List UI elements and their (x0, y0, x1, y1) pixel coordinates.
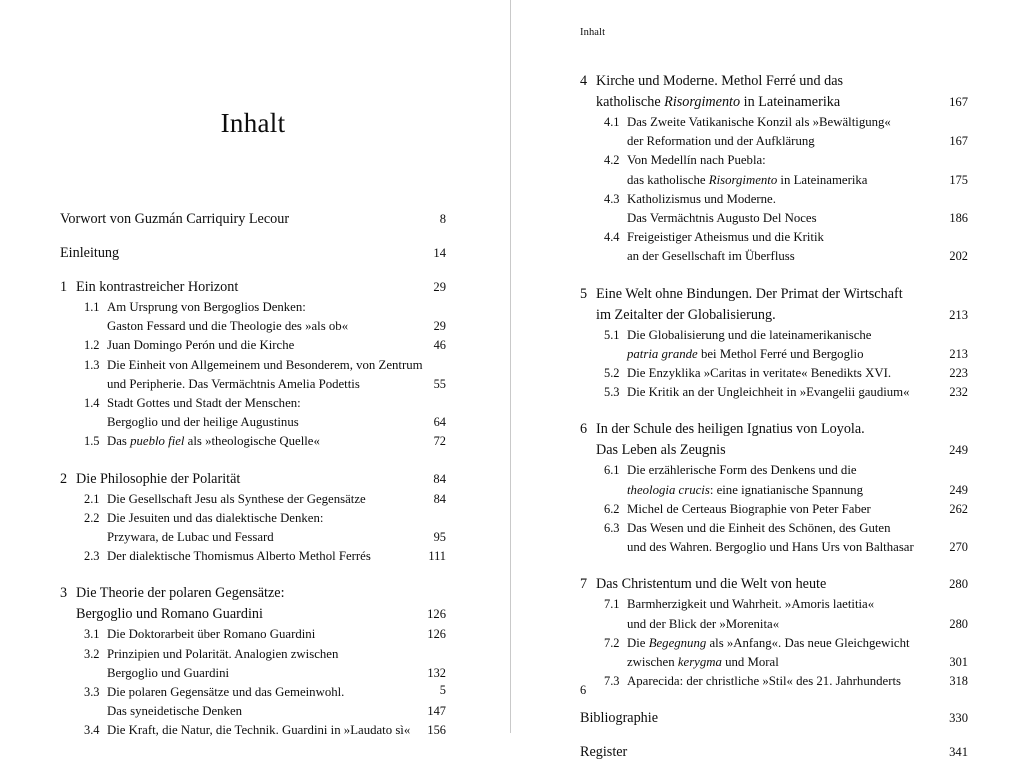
folio-left: 5 (439, 683, 446, 697)
toc-entry-sub[interactable] (580, 672, 968, 691)
toc-entry-page-number: 280 (949, 616, 968, 631)
toc-entry-title-line: Die Philosophie der Polarität (76, 470, 241, 487)
toc-entry-title-line: Am Ursprung von Bergoglios Denken: (107, 300, 306, 314)
toc-entry-title-line: Das pueblo fiel als »theologische Quelle« (107, 434, 320, 449)
toc-entry-page-number: 126 (427, 627, 446, 642)
toc-spacer (60, 566, 446, 583)
toc-entry-title-line: Der dialektische Thomismus Alberto Methol Ferrés (107, 549, 371, 564)
toc-entry-title-line: Prinzipien und Polarität. Analogien zwischen (107, 646, 339, 661)
toc-entry-title-line: Die Begegnung als »Anfang«. Das neue Gleichgewicht (627, 635, 910, 650)
toc-entry-number: 5.1 (604, 327, 620, 342)
toc-entry-page-number: 8 (439, 212, 446, 226)
toc-entry-title-line: Katholizismus und Moderne. (627, 191, 776, 206)
toc-entry-sub[interactable] (60, 298, 446, 336)
toc-entry-sub[interactable] (580, 634, 968, 672)
toc-entry-number: 4.2 (604, 153, 620, 168)
toc-entry-chapter[interactable] (580, 284, 968, 326)
toc-entry-page-number: 232 (949, 385, 968, 400)
toc-spacer (60, 230, 446, 243)
toc-entry-title-line: das katholische Risorgimento in Lateinamerika (627, 172, 868, 187)
toc-entry-title-line: Die Einheit von Allgemeinem und Besonderem, von Zentrum (107, 357, 423, 372)
toc-entry-number: 7.3 (604, 674, 620, 689)
toc-entry-number: 4 (580, 73, 588, 89)
toc-entry-title-line: zwischen kerygma und Moral (627, 655, 779, 670)
toc-entry-title-line: Die polaren Gegensätze und das Gemeinwohl. (107, 685, 345, 700)
toc-entry-title-line: Die erzählerische Form des Denkens und die (627, 463, 857, 478)
toc-entry-page-number: 223 (949, 366, 968, 381)
toc-entry-title (107, 298, 412, 336)
toc-spacer (60, 264, 446, 277)
toc-entry-chapter[interactable] (580, 419, 968, 461)
toc-entry-sub[interactable] (60, 645, 446, 683)
toc-entry-page-number: 249 (949, 482, 968, 497)
toc-entry-title-line: und der Blick der »Morenita« (627, 616, 780, 631)
toc-entry-title (580, 742, 934, 763)
toc-entry-title (107, 547, 412, 566)
toc-entry-sub[interactable] (580, 113, 968, 151)
toc-spacer (580, 729, 968, 742)
toc-entry-title-line: und des Wahren. Bergoglio und Hans Urs von Balthasar (627, 540, 914, 555)
toc-entry-number: 5.2 (604, 366, 620, 381)
toc-entry-page-number: 262 (949, 501, 968, 516)
toc-entry-number: 3.2 (84, 646, 100, 661)
toc-entry-number: 1.1 (84, 300, 100, 314)
toc-list-left (60, 139, 446, 741)
toc-entry-title-line: katholische Risorgimento in Lateinamerika (596, 94, 841, 110)
toc-entry-number: 1.3 (84, 357, 100, 372)
toc-entry-page-number: 147 (427, 704, 446, 719)
toc-entry-sub[interactable] (60, 625, 446, 644)
toc-entry-page-number: 341 (949, 745, 968, 760)
toc-entry-number: 7.2 (604, 635, 620, 650)
running-header: Inhalt (580, 27, 606, 38)
toc-entry-title (627, 500, 934, 519)
toc-entry-sub[interactable] (60, 683, 446, 721)
toc-entry-title-line: theologia crucis: eine ignatianische Spannung (627, 482, 863, 497)
toc-entry-number: 2.1 (84, 491, 100, 506)
toc-entry-number: 3.4 (84, 723, 100, 738)
toc-spacer (580, 267, 968, 284)
toc-entry-page-number: 330 (949, 711, 968, 726)
toc-entry-title-line: Bibliographie (580, 710, 659, 727)
toc-entry-title (627, 228, 934, 266)
toc-entry-page-number: 167 (949, 134, 968, 149)
toc-entry-number: 1.5 (84, 434, 100, 449)
toc-entry-title-line: Die Enzyklika »Caritas in veritate« Benedikts XVI. (627, 366, 892, 381)
toc-entry-title-line: Stadt Gottes und Stadt der Menschen: (107, 396, 301, 411)
toc-entry-page-number: 175 (949, 172, 968, 187)
toc-entry-title-line: Die Gesellschaft Jesu als Synthese der Gegensätze (107, 491, 366, 506)
toc-entry-title (596, 284, 934, 326)
toc-entry-sub[interactable] (60, 509, 446, 547)
toc-entry-page-number: 72 (433, 434, 446, 449)
toc-entry-title-line: In der Schule des heiligen Ignatius von Loyola. (596, 421, 865, 438)
toc-entry-sub[interactable] (580, 383, 968, 402)
toc-entry-title (107, 336, 412, 355)
toc-entry-title (627, 326, 934, 364)
toc-entry-sub[interactable] (60, 490, 446, 509)
toc-spacer (60, 452, 446, 469)
toc-entry-title (627, 634, 934, 672)
toc-entry-number: 6.3 (604, 521, 620, 536)
toc-entry-title-line: im Zeitalter der Globalisierung. (596, 306, 776, 323)
toc-entry-title-line: Das syneidetische Denken (107, 704, 243, 719)
toc-entry-title-line: Die Jesuiten und das dialektische Denken: (107, 510, 324, 525)
toc-entry-page-number: 132 (427, 665, 446, 680)
toc-entry-title (76, 277, 412, 298)
toc-entry-page-number: 301 (949, 655, 968, 670)
toc-entry-front[interactable] (60, 243, 446, 264)
toc-entry-page-number: 156 (427, 723, 446, 738)
toc-entry-page-number: 95 (433, 530, 446, 545)
toc-entry-title (627, 190, 934, 228)
toc-entry-page-number: 46 (433, 338, 446, 353)
toc-entry-front[interactable] (580, 742, 968, 763)
toc-entry-sub[interactable] (580, 190, 968, 228)
toc-entry-title-line: Das Zweite Vatikanische Konzil als »Bewältigung« (627, 115, 891, 129)
toc-entry-sub[interactable] (60, 336, 446, 355)
toc-entry-title-line: der Reformation und der Aufklärung (627, 134, 815, 149)
toc-entry-title-line: Michel de Certeaus Biographie von Peter Faber (627, 501, 871, 516)
toc-entry-page-number: 84 (433, 471, 446, 486)
toc-entry-chapter[interactable] (60, 469, 446, 490)
toc-entry-title-line: Ein kontrastreicher Horizont (76, 279, 239, 295)
toc-entry-title (580, 708, 934, 729)
toc-entry-number: 2 (60, 470, 68, 487)
toc-entry-title (107, 394, 412, 432)
toc-entry-sub[interactable] (580, 364, 968, 383)
toc-entry-number: 3 (60, 585, 68, 602)
toc-entry-title-line: Freigeistiger Atheismus und die Kritik (627, 230, 824, 245)
toc-entry-number: 7.1 (604, 597, 620, 612)
toc-entry-title (107, 683, 412, 721)
toc-entry-title-line: Bergoglio und Guardini (107, 665, 230, 680)
right-page (510, 0, 1020, 761)
toc-entry-title (60, 209, 412, 230)
toc-entry-title-line: Die Theorie der polaren Gegensätze: (76, 585, 285, 602)
toc-entry-page-number: 14 (433, 246, 446, 260)
toc-entry-page-number: 202 (949, 249, 968, 264)
toc-entry-page-number: 280 (949, 577, 968, 592)
toc-entry-title (596, 71, 934, 113)
toc-entry-number: 5 (580, 285, 588, 302)
toc-entry-number: 7 (580, 576, 588, 593)
toc-entry-title (107, 721, 412, 740)
toc-entry-page-number: 213 (949, 346, 968, 361)
toc-entry-page-number: 318 (949, 674, 968, 689)
toc-entry-page-number: 167 (949, 95, 968, 109)
toc-entry-title (627, 364, 934, 383)
toc-entry-page-number: 29 (433, 280, 446, 294)
toc-entry-title (627, 519, 934, 557)
toc-entry-sub[interactable] (580, 519, 968, 557)
toc-entry-sub[interactable] (580, 595, 968, 633)
toc-entry-title (107, 509, 412, 547)
toc-entry-page-number: 270 (949, 540, 968, 555)
toc-entry-number: 4.4 (604, 230, 620, 245)
toc-entry-title (107, 356, 423, 394)
toc-entry-number: 4.1 (604, 115, 620, 129)
toc-entry-chapter[interactable] (60, 277, 446, 298)
toc-entry-sub[interactable] (60, 721, 446, 740)
toc-entry-page-number: 186 (949, 211, 968, 225)
toc-entry-title-line: Von Medellín nach Puebla: (627, 153, 766, 168)
toc-entry-page-number: 55 (433, 376, 446, 391)
toc-entry-title (627, 151, 934, 189)
toc-entry-title-line: patria grande bei Methol Ferré und Bergoglio (627, 346, 864, 361)
toc-entry-title (596, 574, 934, 595)
toc-entry-title (596, 419, 934, 461)
toc-entry-sub[interactable] (60, 394, 446, 432)
toc-entry-title-line: Juan Domingo Perón und die Kirche (107, 338, 295, 353)
toc-entry-number: 3.3 (84, 685, 100, 700)
toc-entry-number: 3.1 (84, 627, 100, 642)
toc-entry-title-line: Das Leben als Zeugnis (596, 442, 726, 459)
left-page (0, 0, 510, 738)
toc-entry-page-number: 111 (428, 549, 446, 564)
toc-entry-number: 6 (580, 421, 588, 438)
toc-entry-title (627, 113, 934, 151)
toc-entry-front[interactable] (60, 209, 446, 230)
toc-entry-title-line: und Peripherie. Das Vermächtnis Amelia Podettis (107, 376, 360, 391)
toc-entry-chapter[interactable] (580, 574, 968, 595)
folio-right: 6 (580, 683, 587, 697)
toc-entry-number: 2.3 (84, 549, 100, 564)
toc-entry-page-number: 64 (433, 415, 446, 430)
toc-entry-title-line: Die Globalisierung und die lateinamerikanische (627, 327, 872, 342)
toc-entry-title-line: an der Gesellschaft im Überfluss (627, 249, 795, 264)
toc-entry-number: 5.3 (604, 385, 620, 400)
toc-entry-title-line: Die Kraft, die Natur, die Technik. Guardini in »Laudato sì« (107, 723, 411, 738)
toc-entry-title (107, 645, 412, 683)
toc-entry-title (627, 672, 934, 691)
toc-entry-title-line: Przywara, de Lubac und Fessard (107, 530, 274, 545)
toc-entry-title (107, 490, 412, 509)
toc-entry-title-line: Bergoglio und Romano Guardini (76, 606, 263, 623)
toc-entry-title (627, 595, 934, 633)
toc-list-right (580, 38, 968, 763)
toc-entry-number: 6.2 (604, 501, 620, 516)
toc-entry-sub[interactable] (60, 432, 446, 451)
toc-entry-title (76, 469, 412, 490)
toc-entry-number: 4.3 (604, 191, 620, 206)
toc-entry-sub[interactable] (580, 326, 968, 364)
toc-entry-title-line: Vorwort von Guzmán Carriquiry Lecour (60, 211, 290, 227)
toc-entry-title (107, 625, 412, 644)
toc-entry-title-line: Einleitung (60, 245, 120, 261)
toc-entry-title (627, 383, 934, 402)
toc-entry-front[interactable] (580, 708, 968, 729)
toc-entry-sub[interactable] (60, 356, 446, 394)
toc-spacer (580, 691, 968, 708)
toc-entry-title (76, 583, 412, 625)
toc-entry-title-line: Kirche und Moderne. Methol Ferré und das (596, 73, 844, 89)
toc-entry-sub[interactable] (580, 500, 968, 519)
toc-entry-title (60, 243, 412, 264)
toc-entry-title-line: Das Vermächtnis Augusto Del Noces (627, 211, 817, 226)
toc-entry-title-line: Gaston Fessard und die Theologie des »als ob« (107, 319, 349, 334)
toc-spacer (580, 557, 968, 574)
toc-entry-sub[interactable] (580, 228, 968, 266)
toc-entry-page-number: 84 (433, 491, 446, 506)
toc-entry-title-line: Das Wesen und die Einheit des Schönen, des Guten (627, 521, 891, 536)
toc-entry-number: 1.4 (84, 396, 100, 411)
page-title: Inhalt (220, 108, 286, 138)
toc-entry-sub[interactable] (580, 461, 968, 499)
toc-entry-title-line: Barmherzigkeit und Wahrheit. »Amoris laetitia« (627, 597, 875, 612)
toc-entry-title-line: Bergoglio und der heilige Augustinus (107, 415, 299, 430)
toc-entry-sub[interactable] (60, 547, 446, 566)
toc-entry-number: 1 (60, 279, 68, 295)
toc-entry-title-line: Das Christentum und die Welt von heute (596, 576, 827, 593)
toc-entry-title (627, 461, 934, 499)
toc-entry-page-number: 29 (433, 319, 446, 334)
toc-entry-title-line: Die Kritik an der Ungleichheit in »Evangelii gaudium« (627, 385, 910, 400)
toc-entry-sub[interactable] (580, 151, 968, 189)
toc-spacer (580, 402, 968, 419)
toc-entry-title-line: Eine Welt ohne Bindungen. Der Primat der Wirtschaft (596, 285, 903, 302)
toc-entry-title-line: Aparecida: der christliche »Stil« des 21. Jahrhunderts (627, 674, 901, 689)
toc-entry-chapter[interactable] (580, 71, 968, 113)
toc-entry-title-line: Die Doktorarbeit über Romano Guardini (107, 627, 316, 642)
toc-entry-page-number: 126 (427, 607, 446, 622)
toc-entry-number: 2.2 (84, 510, 100, 525)
toc-entry-page-number: 213 (949, 307, 968, 322)
toc-entry-number: 1.2 (84, 338, 100, 353)
toc-entry-page-number: 249 (949, 443, 968, 458)
toc-entry-chapter[interactable] (60, 583, 446, 625)
toc-entry-title (107, 432, 412, 451)
toc-entry-title-line: Register (580, 744, 628, 761)
toc-entry-number: 6.1 (604, 463, 620, 478)
